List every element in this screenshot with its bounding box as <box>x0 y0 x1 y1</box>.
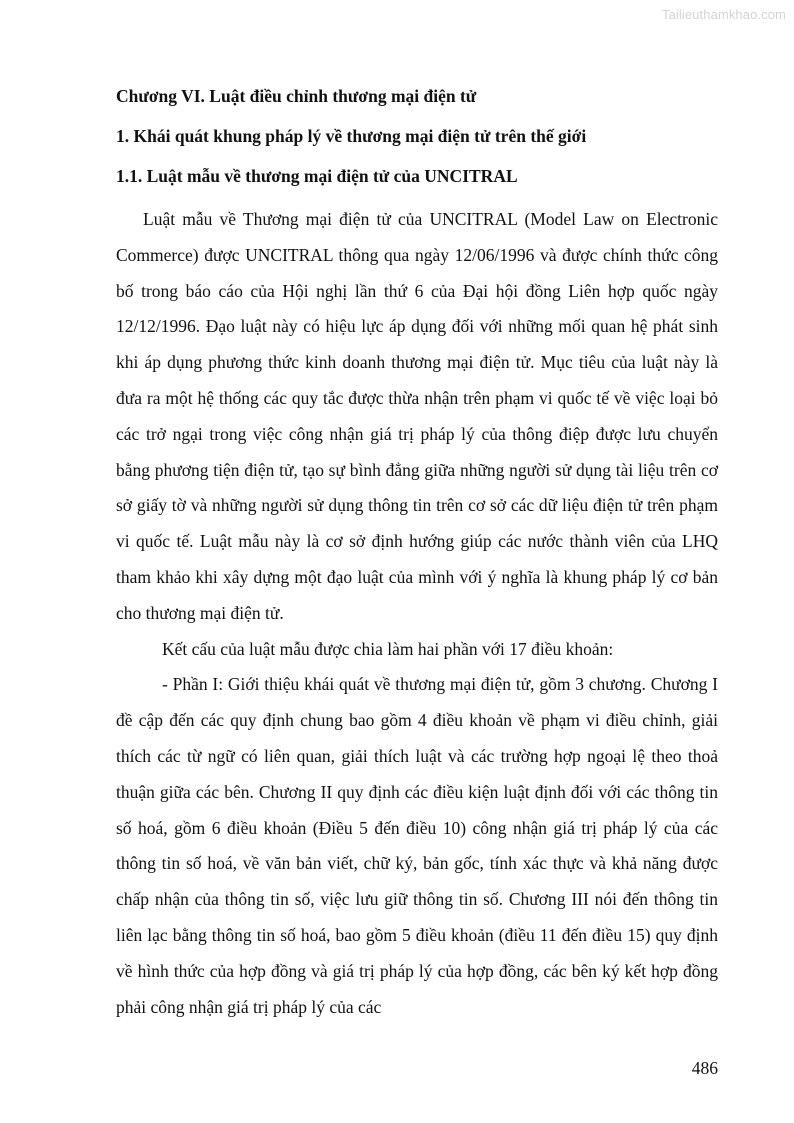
section-title: 1. Khái quát khung pháp lý về thương mại điện tử trên thế giới <box>116 126 587 146</box>
watermark-text: Tailieuthamkhao.com <box>661 7 786 22</box>
paragraph-part-one: - Phần I: Giới thiệu khái quát về thương mại điện tử, gồm 3 chương. Chương I đề cập đến các quy định chung bao gồm 4 điều khoản về phạm vi điều chỉnh, giải thích các từ ngữ có liên quan, giải thích luật và các trường hợp ngoại lệ theo thoả thuận giữa các bên. Chương II quy định các điều kiện luật định đối với các thông tin số hoá, gồm 6 điều khoản (Điều 5 đến điều 10) công nhận giá trị pháp lý của các thông tin số hoá, về văn bản viết, chữ ký, bản gốc, tính xác thực và khả năng được chấp nhận của thông tin số, việc lưu giữ thông tin số. Chương III nói đến thông tin liên lạc bằng thông tin số hoá, bao gồm 5 điều khoản (điều 11 đến điều 15) quy định về hình thức của hợp đồng và giá trị pháp lý của hợp đồng, các bên ký kết hợp đồng phải công nhận giá trị pháp lý của các <box>116 674 718 1017</box>
paragraph-model-law-intro: Luật mẫu về Thương mại điện tử của UNCITRAL (Model Law on Electronic Commerce) được UNCITRAL thông qua ngày 12/06/1996 và được chính thức công bố trong báo cáo của Hội nghị lần thứ 6 của Đại hội đồng Liên hợp quốc ngày 12/12/1996. Đạo luật này có hiệu lực áp dụng đối với những mối quan hệ phát sinh khi áp dụng phương thức kinh doanh thương mại điện tử. Mục tiêu của luật này là đưa ra một hệ thống các quy tắc được thừa nhận trên phạm vi quốc tế về việc loại bỏ các trở ngại trong việc công nhận giá trị pháp lý của thông điệp được lưu chuyển bằng phương tiện điện tử, tạo sự bình đẳng giữa những người sử dụng tài liệu trên cơ sở giấy tờ và những người sử dụng thông tin trên cơ sở các dữ liệu điện tử trên phạm vi quốc tế. Luật mẫu này là cơ sở định hướng giúp các nước thành viên của LHQ tham khảo khi xây dựng một đạo luật của mình với ý nghĩa là khung pháp lý cơ bản cho thương mại điện tử. <box>116 209 718 623</box>
paragraph-structure: Kết cấu của luật mẫu được chia làm hai phần với 17 điều khoản: <box>162 638 614 659</box>
page-number: 486 <box>691 1058 718 1078</box>
chapter-title: Chương VI. Luật điều chỉnh thương mại điện tử <box>116 86 477 106</box>
body-text <box>116 202 718 1025</box>
subsection-title: 1.1. Luật mẫu về thương mại điện tử của UNCITRAL <box>116 166 518 186</box>
